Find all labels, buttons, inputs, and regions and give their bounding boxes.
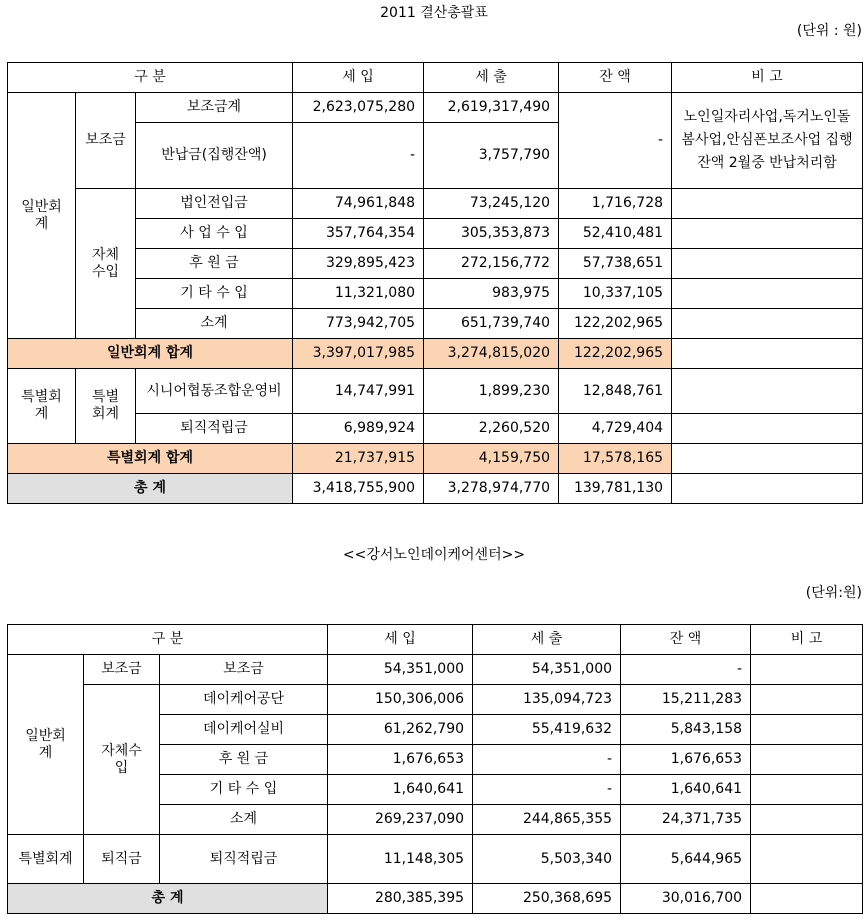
income-cell: 329,895,423 — [293, 249, 424, 279]
table-row — [8, 835, 863, 884]
income-cell: 3,418,755,900 — [293, 474, 424, 504]
note-cell — [751, 685, 863, 715]
expense-cell: 250,368,695 — [473, 884, 621, 914]
group-general: 일반회계 — [8, 93, 76, 339]
income-cell: 357,764,354 — [293, 219, 424, 249]
expense-cell: 651,739,740 — [424, 309, 559, 339]
table-row — [8, 685, 863, 715]
header-row — [8, 625, 863, 655]
expense-cell: 4,159,750 — [424, 444, 559, 474]
note-cell — [672, 414, 863, 444]
table2-unit: (단위:원) — [805, 585, 862, 601]
expense-cell: 305,353,873 — [424, 219, 559, 249]
note-cell — [672, 189, 863, 219]
note-cell — [672, 339, 863, 369]
balance-cell: 122,202,965 — [559, 339, 672, 369]
header-note: 비 고 — [751, 625, 863, 655]
expense-cell: 3,278,974,770 — [424, 474, 559, 504]
note-cell — [751, 715, 863, 745]
balance-cell: 24,371,735 — [621, 805, 751, 835]
table1-unit: (단위 : 원) — [796, 23, 862, 39]
expense-cell: 244,865,355 — [473, 805, 621, 835]
expense-cell: 3,757,790 — [424, 123, 559, 189]
note-cell — [672, 444, 863, 474]
income-cell: 3,397,017,985 — [293, 339, 424, 369]
expense-cell: 55,419,632 — [473, 715, 621, 745]
special-total-row — [8, 444, 863, 474]
note-cell — [751, 884, 863, 914]
header-row — [8, 63, 863, 93]
expense-cell: 1,899,230 — [424, 369, 559, 414]
expense-cell: 983,975 — [424, 279, 559, 309]
table2-title: <<강서노인데이케어센터>> — [342, 547, 526, 563]
expense-cell: 2,619,317,490 — [424, 93, 559, 123]
row-label: 보조금 — [160, 655, 328, 685]
note-cell — [751, 655, 863, 685]
income-cell: 14,747,991 — [293, 369, 424, 414]
income-cell: 11,321,080 — [293, 279, 424, 309]
daycare-summary-table — [7, 624, 863, 914]
income-cell: 6,989,924 — [293, 414, 424, 444]
note-cell — [672, 309, 863, 339]
expense-cell: 272,156,772 — [424, 249, 559, 279]
group-subsidy: 보조금 — [84, 655, 160, 685]
table-row — [8, 279, 863, 309]
note-cell — [751, 745, 863, 775]
table-row — [8, 309, 863, 339]
group-special-sub: 특별회계 — [76, 369, 136, 444]
header-income: 세 입 — [293, 63, 424, 93]
header-balance: 잔 액 — [621, 625, 751, 655]
table-row — [8, 369, 863, 414]
header-expense: 세 출 — [424, 63, 559, 93]
row-label: 시니어협동조합운영비 — [136, 369, 293, 414]
table-row — [8, 219, 863, 249]
group-special: 특별회계 — [8, 835, 84, 884]
income-cell: 11,148,305 — [328, 835, 473, 884]
row-label: 특별회계 합계 — [8, 444, 293, 474]
income-cell: 269,237,090 — [328, 805, 473, 835]
income-cell: 61,262,790 — [328, 715, 473, 745]
grand-total-row — [8, 474, 863, 504]
row-label: 기 타 수 입 — [160, 775, 328, 805]
balance-cell: 1,716,728 — [559, 189, 672, 219]
header-category: 구 분 — [8, 625, 328, 655]
note-cell — [751, 805, 863, 835]
row-label: 소계 — [136, 309, 293, 339]
group-self-income: 자체수입 — [76, 189, 136, 339]
note-cell — [672, 249, 863, 279]
table-row — [8, 189, 863, 219]
balance-cell: 4,729,404 — [559, 414, 672, 444]
row-label: 데이케어공단 — [160, 685, 328, 715]
balance-cell: 15,211,283 — [621, 685, 751, 715]
balance-cell: 5,644,965 — [621, 835, 751, 884]
expense-cell: 2,260,520 — [424, 414, 559, 444]
balance-cell: 10,337,105 — [559, 279, 672, 309]
row-label: 보조금계 — [136, 93, 293, 123]
group-subsidy: 보조금 — [76, 93, 136, 189]
note-cell: 노인일자리사업,독거노인돌봄사업,안심폰보조사업 집행잔액 2월중 반납처리함 — [672, 93, 863, 189]
row-label: 총 계 — [8, 884, 328, 914]
row-label: 기 타 수 입 — [136, 279, 293, 309]
row-label: 데이케어실비 — [160, 715, 328, 745]
note-cell — [672, 369, 863, 414]
row-label: 총 계 — [8, 474, 293, 504]
balance-cell: - — [621, 655, 751, 685]
balance-cell: 57,738,651 — [559, 249, 672, 279]
row-label: 반납금(집행잔액) — [136, 123, 293, 189]
row-label: 소계 — [160, 805, 328, 835]
header-note: 비 고 — [672, 63, 863, 93]
balance-cell: 5,843,158 — [621, 715, 751, 745]
summary-table-2011 — [7, 62, 863, 504]
table-row — [8, 414, 863, 444]
note-cell — [672, 219, 863, 249]
row-label: 퇴직적립금 — [136, 414, 293, 444]
balance-cell: 52,410,481 — [559, 219, 672, 249]
header-category: 구 분 — [8, 63, 293, 93]
expense-cell: - — [473, 745, 621, 775]
expense-cell: 5,503,340 — [473, 835, 621, 884]
expense-cell: 135,094,723 — [473, 685, 621, 715]
balance-cell: 17,578,165 — [559, 444, 672, 474]
income-cell: 2,623,075,280 — [293, 93, 424, 123]
balance-cell: 12,848,761 — [559, 369, 672, 414]
income-cell: 280,385,395 — [328, 884, 473, 914]
balance-cell: - — [559, 93, 672, 189]
group-self-income: 자체수입 — [84, 685, 160, 835]
income-cell: 54,351,000 — [328, 655, 473, 685]
row-label: 퇴직적립금 — [160, 835, 328, 884]
row-label: 사 업 수 입 — [136, 219, 293, 249]
balance-cell: 139,781,130 — [559, 474, 672, 504]
income-cell: 773,942,705 — [293, 309, 424, 339]
row-label: 후 원 금 — [136, 249, 293, 279]
balance-cell: 30,016,700 — [621, 884, 751, 914]
table-row — [8, 93, 863, 123]
grand-total-row — [8, 884, 863, 914]
row-label: 후 원 금 — [160, 745, 328, 775]
general-total-row — [8, 339, 863, 369]
income-cell: 150,306,006 — [328, 685, 473, 715]
header-balance: 잔 액 — [559, 63, 672, 93]
table-row — [8, 249, 863, 279]
group-special: 특별회계 — [8, 369, 76, 444]
income-cell: - — [293, 123, 424, 189]
table-row — [8, 655, 863, 685]
expense-cell: 73,245,120 — [424, 189, 559, 219]
row-label: 일반회계 합계 — [8, 339, 293, 369]
expense-cell: - — [473, 775, 621, 805]
group-retire: 퇴직금 — [84, 835, 160, 884]
note-cell — [751, 835, 863, 884]
income-cell: 1,676,653 — [328, 745, 473, 775]
table1-title: 2011 결산총괄표 — [380, 5, 488, 21]
group-general: 일반회계 — [8, 655, 84, 835]
balance-cell: 1,640,641 — [621, 775, 751, 805]
income-cell: 21,737,915 — [293, 444, 424, 474]
expense-cell: 54,351,000 — [473, 655, 621, 685]
note-cell — [672, 279, 863, 309]
expense-cell: 3,274,815,020 — [424, 339, 559, 369]
income-cell: 74,961,848 — [293, 189, 424, 219]
balance-cell: 1,676,653 — [621, 745, 751, 775]
note-cell — [672, 474, 863, 504]
note-cell — [751, 775, 863, 805]
balance-cell: 122,202,965 — [559, 309, 672, 339]
header-income: 세 입 — [328, 625, 473, 655]
header-expense: 세 출 — [473, 625, 621, 655]
row-label: 법인전입금 — [136, 189, 293, 219]
income-cell: 1,640,641 — [328, 775, 473, 805]
